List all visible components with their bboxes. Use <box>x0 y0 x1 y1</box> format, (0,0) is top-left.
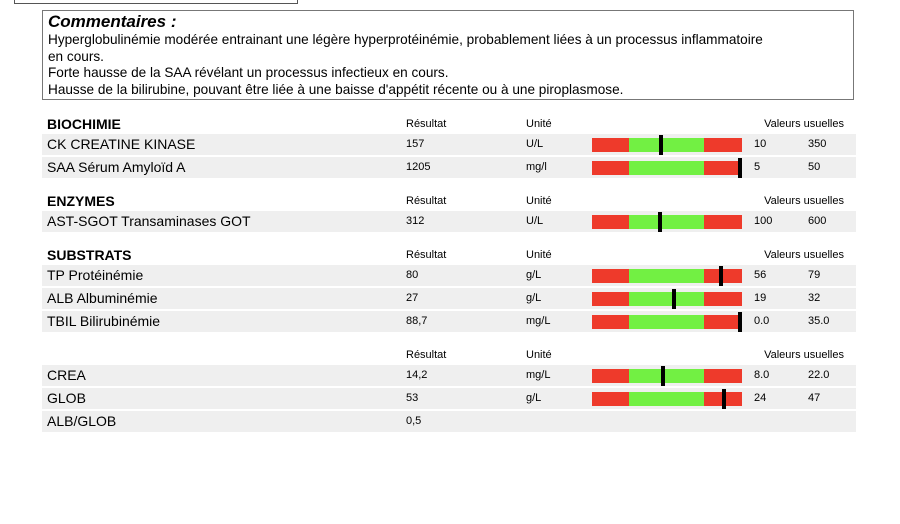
result-unit: U/L <box>526 215 544 227</box>
gauge-marker <box>738 312 742 332</box>
reference-high: 35.0 <box>808 315 830 327</box>
gauge-marker <box>738 158 742 178</box>
gauge-low-zone <box>592 315 629 329</box>
range-gauge <box>592 369 742 383</box>
result-column-header: Résultat <box>406 349 447 361</box>
table-row <box>42 265 856 286</box>
gauge-high-zone <box>704 269 742 283</box>
result-unit: mg/L <box>526 315 551 327</box>
usual-values-column-header: Valeurs usuelles <box>764 195 844 207</box>
reference-low: 0.0 <box>754 315 770 327</box>
unit-column-header: Unité <box>526 349 552 361</box>
result-value: 14,2 <box>406 369 428 381</box>
result-value: 157 <box>406 138 425 150</box>
result-column-header: Résultat <box>406 249 447 261</box>
reference-low: 8.0 <box>754 369 770 381</box>
range-gauge <box>592 292 742 306</box>
section-header <box>42 245 856 265</box>
test-name: TP Protéinémie <box>47 267 144 283</box>
gauge-normal-zone <box>629 369 704 383</box>
section-title: BIOCHIMIE <box>47 116 121 132</box>
comments-box <box>42 10 854 100</box>
comment-line: Hyperglobulinémie modérée entrainant une légère hyperprotéinémie, probablement liées à un processus inflammatoire <box>48 32 763 47</box>
result-unit: g/L <box>526 392 542 404</box>
reference-high: 47 <box>808 392 821 404</box>
gauge-high-zone <box>704 138 742 152</box>
result-unit: g/L <box>526 292 542 304</box>
reference-high: 79 <box>808 269 821 281</box>
result-value: 312 <box>406 215 425 227</box>
reference-low: 56 <box>754 269 767 281</box>
table-row <box>42 134 856 155</box>
comment-line: Hausse de la bilirubine, pouvant être liée à une baisse d'appétit récente ou à une piroplasmose. <box>48 81 624 97</box>
table-row <box>42 157 856 178</box>
table-row <box>42 311 856 332</box>
gauge-marker <box>661 366 665 386</box>
gauge-high-zone <box>704 292 742 306</box>
result-value: 53 <box>406 392 419 404</box>
gauge-normal-zone <box>629 161 704 175</box>
gauge-normal-zone <box>629 269 704 283</box>
test-name: ALB/GLOB <box>47 413 117 429</box>
gauge-low-zone <box>592 138 629 152</box>
result-value: 80 <box>406 269 419 281</box>
reference-high: 32 <box>808 292 821 304</box>
range-gauge <box>592 215 742 229</box>
range-gauge <box>592 161 742 175</box>
table-row <box>42 365 856 386</box>
gauge-normal-zone <box>629 392 704 406</box>
result-unit: mg/L <box>526 369 551 381</box>
gauge-high-zone <box>704 315 742 329</box>
test-name: GLOB <box>47 390 86 406</box>
reference-low: 5 <box>754 161 761 173</box>
unit-column-header: Unité <box>526 118 552 130</box>
gauge-marker <box>722 389 726 409</box>
reference-low: 19 <box>754 292 767 304</box>
range-gauge <box>592 392 742 406</box>
reference-high: 350 <box>808 138 827 150</box>
gauge-marker <box>659 135 663 155</box>
gauge-high-zone <box>704 215 742 229</box>
gauge-low-zone <box>592 392 629 406</box>
section-title: ENZYMES <box>47 193 115 209</box>
gauge-marker <box>672 289 676 309</box>
result-value: 27 <box>406 292 419 304</box>
gauge-low-zone <box>592 161 629 175</box>
result-value: 88,7 <box>406 315 428 327</box>
test-name: TBIL Bilirubinémie <box>47 313 161 329</box>
usual-values-column-header: Valeurs usuelles <box>764 349 844 361</box>
range-gauge <box>592 269 742 283</box>
result-value: 1205 <box>406 161 431 173</box>
table-row <box>42 388 856 409</box>
unit-column-header: Unité <box>526 249 552 261</box>
gauge-normal-zone <box>629 215 704 229</box>
reference-high: 600 <box>808 215 827 227</box>
comment-line: en cours. <box>48 48 104 64</box>
section-header <box>42 114 856 134</box>
gauge-low-zone <box>592 292 629 306</box>
result-unit: mg/l <box>526 161 547 173</box>
gauge-low-zone <box>592 215 629 229</box>
reference-high: 50 <box>808 161 821 173</box>
result-unit: U/L <box>526 138 544 150</box>
gauge-normal-zone <box>629 315 704 329</box>
gauge-normal-zone <box>629 138 704 152</box>
test-name: CREA <box>47 367 86 383</box>
gauge-high-zone <box>704 161 742 175</box>
result-column-header: Résultat <box>406 195 447 207</box>
gauge-low-zone <box>592 369 629 383</box>
table-row <box>42 411 856 432</box>
test-name: ALB Albuminémie <box>47 290 158 306</box>
result-unit: g/L <box>526 269 542 281</box>
gauge-marker <box>719 266 723 286</box>
result-column-header: Résultat <box>406 118 447 130</box>
result-value: 0,5 <box>406 415 422 427</box>
range-gauge <box>592 138 742 152</box>
comments-title: Commentaires : <box>48 12 177 31</box>
previous-block-border <box>14 0 298 4</box>
section-title: SUBSTRATS <box>47 247 132 263</box>
usual-values-column-header: Valeurs usuelles <box>764 118 844 130</box>
section-header <box>42 345 856 365</box>
gauge-normal-zone <box>629 292 704 306</box>
table-row <box>42 211 856 232</box>
table-row <box>42 288 856 309</box>
section-header <box>42 191 856 211</box>
gauge-marker <box>658 212 662 232</box>
gauge-low-zone <box>592 269 629 283</box>
reference-high: 22.0 <box>808 369 830 381</box>
usual-values-column-header: Valeurs usuelles <box>764 249 844 261</box>
reference-low: 10 <box>754 138 767 150</box>
unit-column-header: Unité <box>526 195 552 207</box>
comment-line: Forte hausse de la SAA révélant un processus infectieux en cours. <box>48 65 449 80</box>
reference-low: 100 <box>754 215 773 227</box>
test-name: AST-SGOT Transaminases GOT <box>47 213 251 229</box>
gauge-high-zone <box>704 369 742 383</box>
test-name: CK CREATINE KINASE <box>47 136 196 152</box>
range-gauge <box>592 315 742 329</box>
reference-low: 24 <box>754 392 767 404</box>
test-name: SAA Sérum Amyloïd A <box>47 159 186 175</box>
